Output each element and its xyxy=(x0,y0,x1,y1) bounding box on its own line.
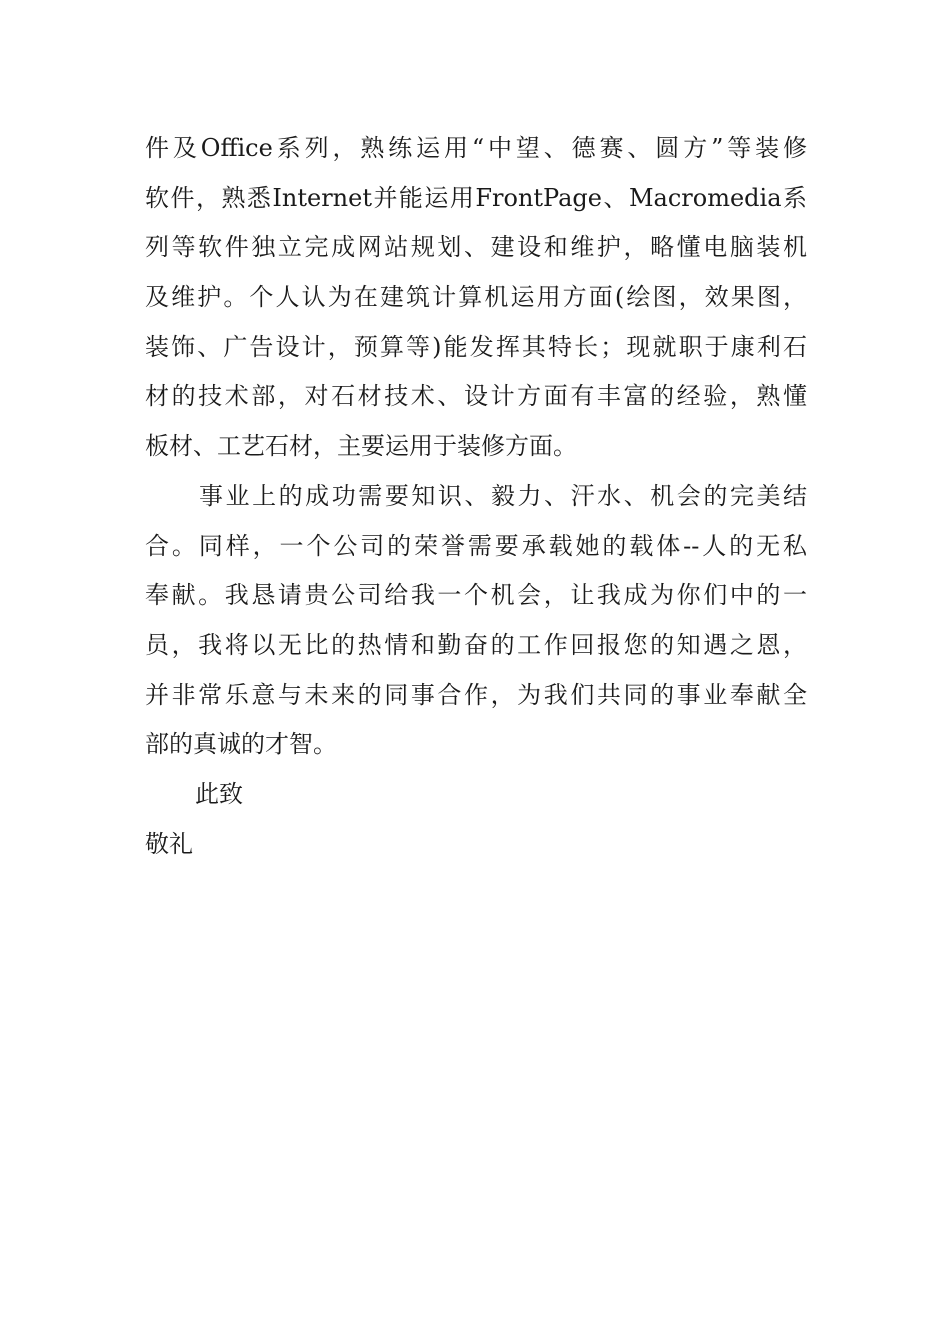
paragraph-2-line: 奉献。我恳请贵公司给我一个机会，让我成为你们中的一 xyxy=(145,581,807,610)
paragraph-1-line: 装饰、广告设计，预算等)能发挥其特长；现就职于康利石 xyxy=(145,332,807,361)
letter-body xyxy=(145,124,807,869)
paragraph-2-line: 部的真诚的才智。 xyxy=(145,730,337,759)
salutation-text: 敬礼 xyxy=(145,829,193,858)
paragraph-2-line: 合。同样，一个公司的荣誉需要承载她的载体--人的无私 xyxy=(145,531,807,560)
paragraph-1-line: 板材、工艺石材，主要运用于装修方面。 xyxy=(145,432,577,461)
paragraph-2-line: 并非常乐意与未来的同事合作，为我们共同的事业奉献全 xyxy=(145,680,807,709)
paragraph-1-line: 材的技术部，对石材技术、设计方面有丰富的经验，熟懂 xyxy=(145,382,807,411)
paragraph-2-line: 事业上的成功需要知识、毅力、汗水、机会的完美结 xyxy=(199,481,807,510)
paragraph-1-line: 列等软件独立完成网站规划、建设和维护，略懂电脑装机 xyxy=(145,233,807,262)
paragraph-1-line: 件及Office系列，熟练运用“中望、德赛、圆方”等装修 xyxy=(145,134,807,162)
paragraph-2-line: 员，我将以无比的热情和勤奋的工作回报您的知遇之恩， xyxy=(145,630,807,659)
paragraph-1-line: 及维护。个人认为在建筑计算机运用方面(绘图，效果图， xyxy=(145,283,807,312)
closing-text: 此致 xyxy=(195,779,243,808)
paragraph-1-line: 软件，熟悉Internet并能运用FrontPage、Macromedia系 xyxy=(145,183,807,212)
